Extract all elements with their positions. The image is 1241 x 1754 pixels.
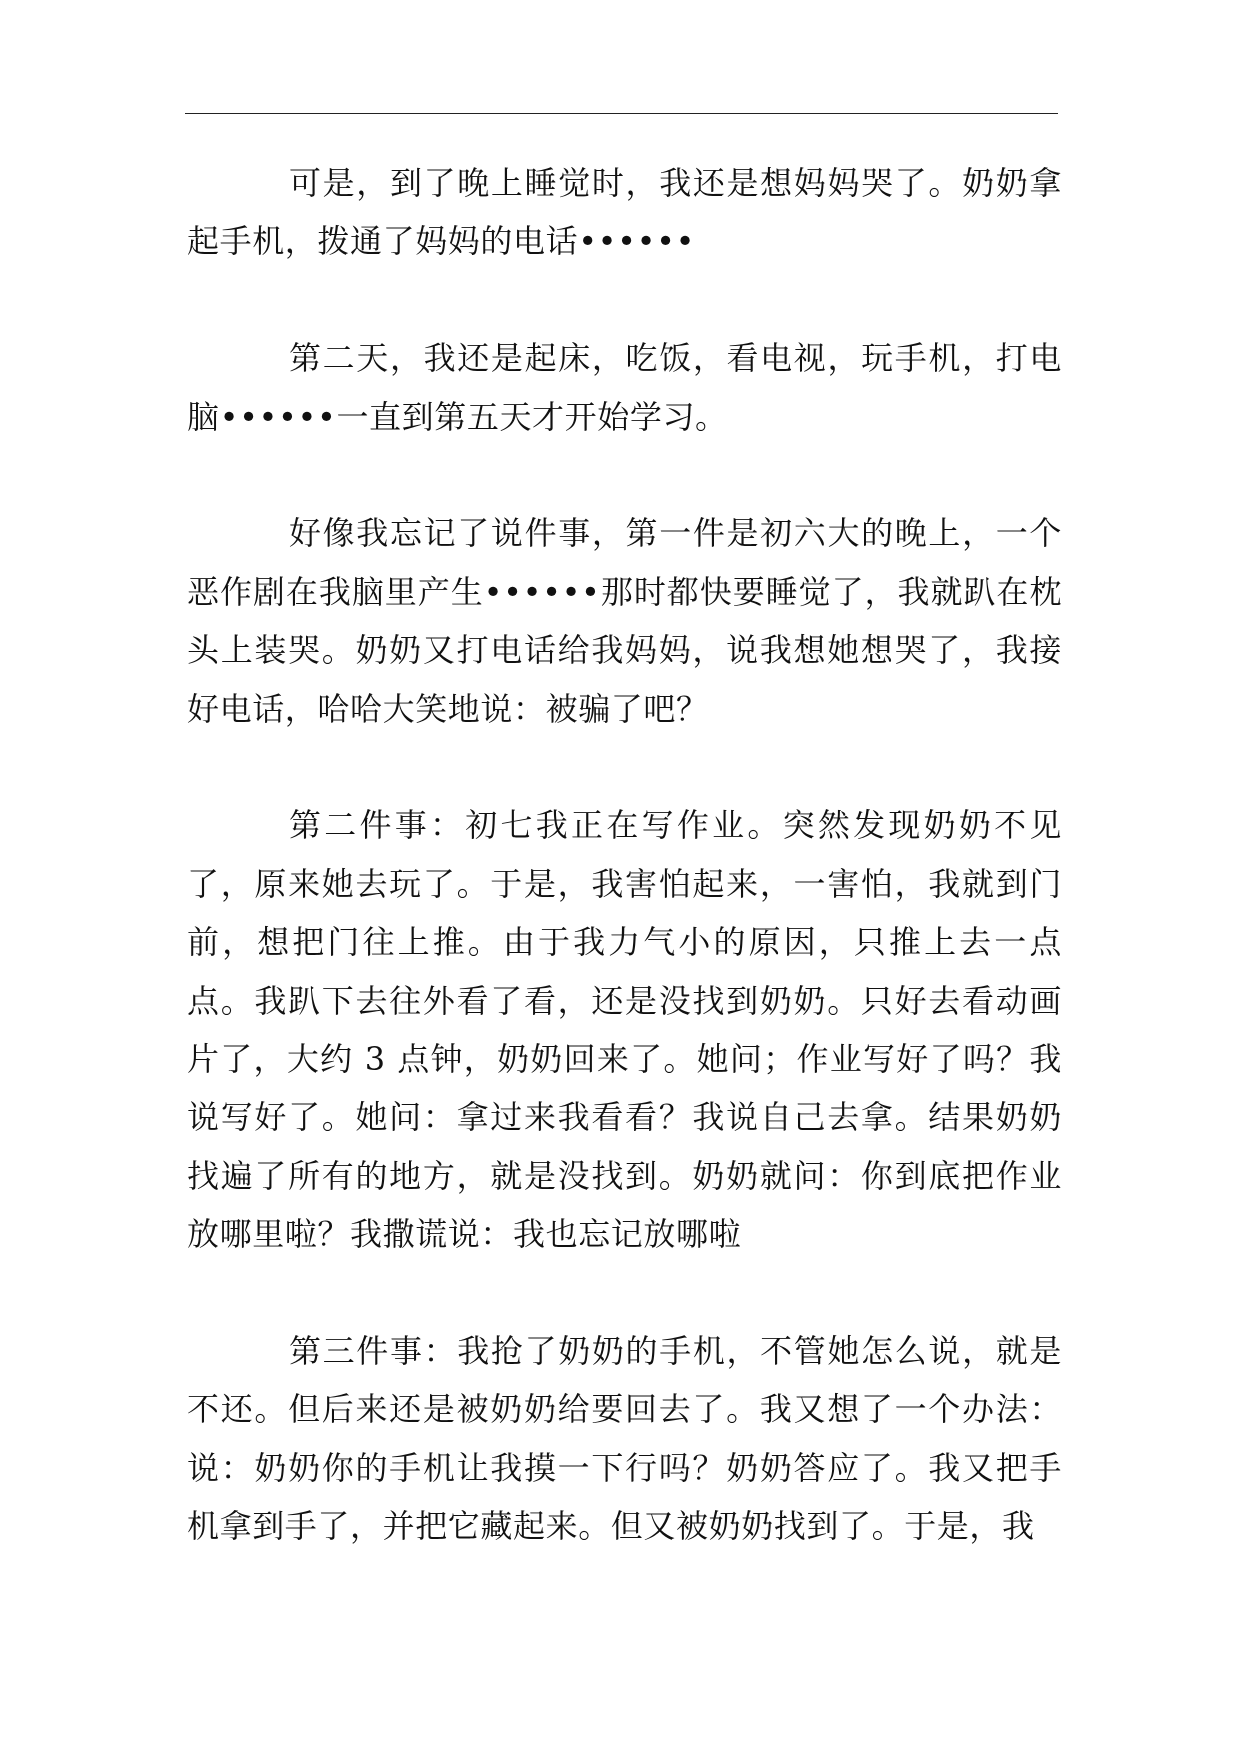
paragraph: 第二件事：初七我正在写作业。突然发现奶奶不见了，原来她去玩了。于是，我害怕起来，一害怕，我就到门前，想把门往上推。由于我力气小的原因，只推上去一点点。我趴下去往外看了看，还是没找到奶奶。只好去看动画片了，大约 3 点钟，奶奶回来了。她问；作业写好了吗？我说写好了。她问：拿过来我看看？我说自己去拿。结果奶奶找遍了所有的地方，就是没找到。奶奶就问：你到底把作业放哪里啦？我撒谎说：我也忘记放哪啦: [187, 806, 1062, 1254]
header-rule: [185, 113, 1058, 114]
paragraph: 第三件事：我抢了奶奶的手机，不管她怎么说，就是不还。但后来还是被奶奶给要回去了。我又想了一个办法：说：奶奶你的手机让我摸一下行吗？奶奶答应了。我又把手机拿到手了，并把它藏起来。但又被奶奶找到了。于是，我: [187, 1332, 1062, 1546]
paragraph: 第二天，我还是起床，吃饭，看电视，玩手机，打电脑••••••一直到第五天才开始学习。: [187, 339, 1062, 436]
paragraph: 可是，到了晚上睡觉时，我还是想妈妈哭了。奶奶拿起手机，拨通了妈妈的电话••••••: [187, 164, 1062, 261]
paragraph: 好像我忘记了说件事，第一件是初六大的晚上，一个恶作剧在我脑里产生••••••那时都快要睡觉了，我就趴在枕头上装哭。奶奶又打电话给我妈妈，说我想她想哭了，我接好电话，哈哈大笑地说：被骗了吧？: [187, 514, 1062, 728]
document-body: [187, 154, 1062, 1556]
